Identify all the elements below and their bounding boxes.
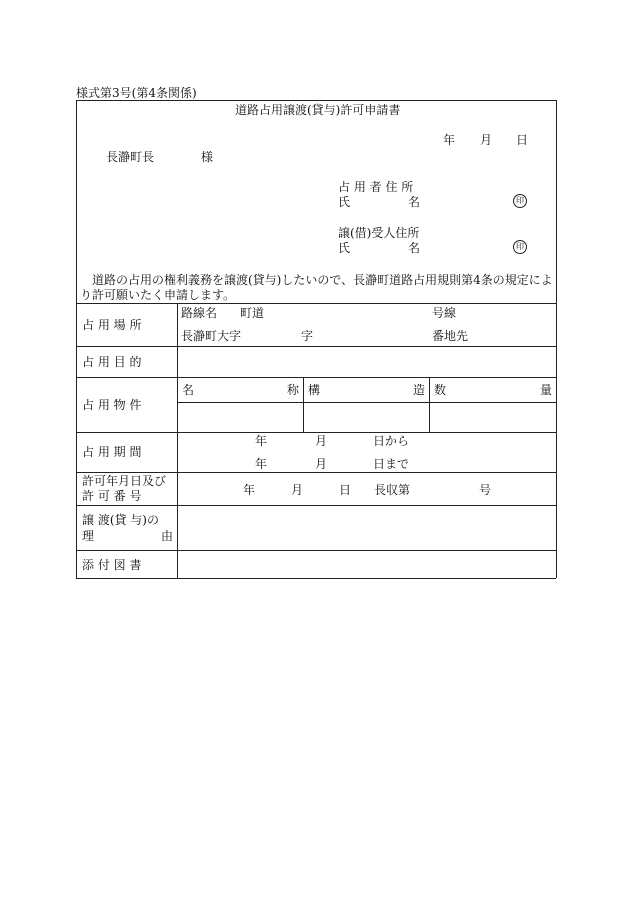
period-from-day: 日から <box>373 434 410 448</box>
permit-number-suffix: 号 <box>479 483 492 497</box>
town-label: 長瀞町大字 <box>181 329 242 343</box>
date-month-label: 月 <box>480 133 493 147</box>
permit-label-line-1: 許可年月日及び <box>82 474 167 488</box>
table-border-right <box>556 100 557 578</box>
form-title: 道路占用譲渡(貸与)許可申請書 <box>235 103 401 117</box>
object-header-divider <box>177 402 556 403</box>
row-divider <box>76 550 556 551</box>
period-to-year: 年 <box>255 457 268 471</box>
statement-line-2: り許可願いたく申請します。 <box>80 288 236 302</box>
place-label: 占 用 場 所 <box>82 318 142 332</box>
period-to-day: 日まで <box>373 457 410 471</box>
attachment-label: 添 付 図 書 <box>82 558 142 572</box>
occupant-name-label-2: 名 <box>408 195 421 209</box>
statement-line-1: 道路の占用の権利義務を譲渡(貸与)したいので、長瀞町道路占用規則第4条の規定によ <box>92 273 553 287</box>
period-to-month: 月 <box>315 457 328 471</box>
object-structure-header-b: 造 <box>413 383 426 397</box>
transferee-seal-mark: 印 <box>513 240 527 254</box>
object-name-header-a: 名 <box>182 383 195 397</box>
reason-label-line-1: 譲 渡(貸 与)の <box>82 513 159 527</box>
reason-label-line-2a: 理 <box>82 529 95 543</box>
transferee-address-label: 譲(借)受人住所 <box>338 226 420 240</box>
route-type: 町道 <box>240 306 265 320</box>
period-from-year: 年 <box>255 434 268 448</box>
purpose-label: 占 用 目 的 <box>82 355 142 369</box>
occupant-address-label: 占 用 者 住 所 <box>338 180 414 194</box>
occupant-name-label-1: 氏 <box>338 195 351 209</box>
row-divider <box>76 346 556 347</box>
permit-month: 月 <box>291 483 304 497</box>
period-from-month: 月 <box>315 434 328 448</box>
addressee-honorific: 様 <box>201 150 214 164</box>
table-border-bottom <box>76 578 556 579</box>
permit-office: 長収第 <box>374 483 411 497</box>
permit-year: 年 <box>243 483 256 497</box>
object-col-divider <box>303 377 304 432</box>
date-year-label: 年 <box>443 133 456 147</box>
row-divider <box>76 303 556 304</box>
object-label: 占 用 物 件 <box>82 398 142 412</box>
table-border-left <box>76 100 77 578</box>
object-col-divider <box>429 377 430 432</box>
object-name-header-b: 称 <box>287 383 300 397</box>
permit-day: 日 <box>339 483 352 497</box>
object-quantity-header-b: 量 <box>540 383 553 397</box>
row-divider <box>76 505 556 506</box>
form-number-label: 様式第3号(第4条関係) <box>76 86 197 100</box>
route-name-label: 路線名 <box>181 306 218 320</box>
date-day-label: 日 <box>516 133 529 147</box>
lot-label: 番地先 <box>432 329 469 343</box>
transferee-name-label-2: 名 <box>408 241 421 255</box>
object-structure-header-a: 構 <box>308 383 321 397</box>
addressee-name: 長瀞町長 <box>106 150 155 164</box>
period-label: 占 用 期 間 <box>82 445 142 459</box>
row-divider <box>76 377 556 378</box>
transferee-name-label-1: 氏 <box>338 241 351 255</box>
reason-label-line-2b: 由 <box>161 529 174 543</box>
table-border-top <box>76 100 556 101</box>
object-quantity-header-a: 数 <box>434 383 447 397</box>
row-divider <box>76 472 556 473</box>
route-number-label: 号線 <box>432 306 457 320</box>
occupant-seal-mark: 印 <box>513 194 527 208</box>
aza-label: 字 <box>301 329 314 343</box>
label-column-divider <box>177 303 178 578</box>
permit-label-line-2: 許 可 番 号 <box>82 489 142 503</box>
row-divider <box>76 432 556 433</box>
